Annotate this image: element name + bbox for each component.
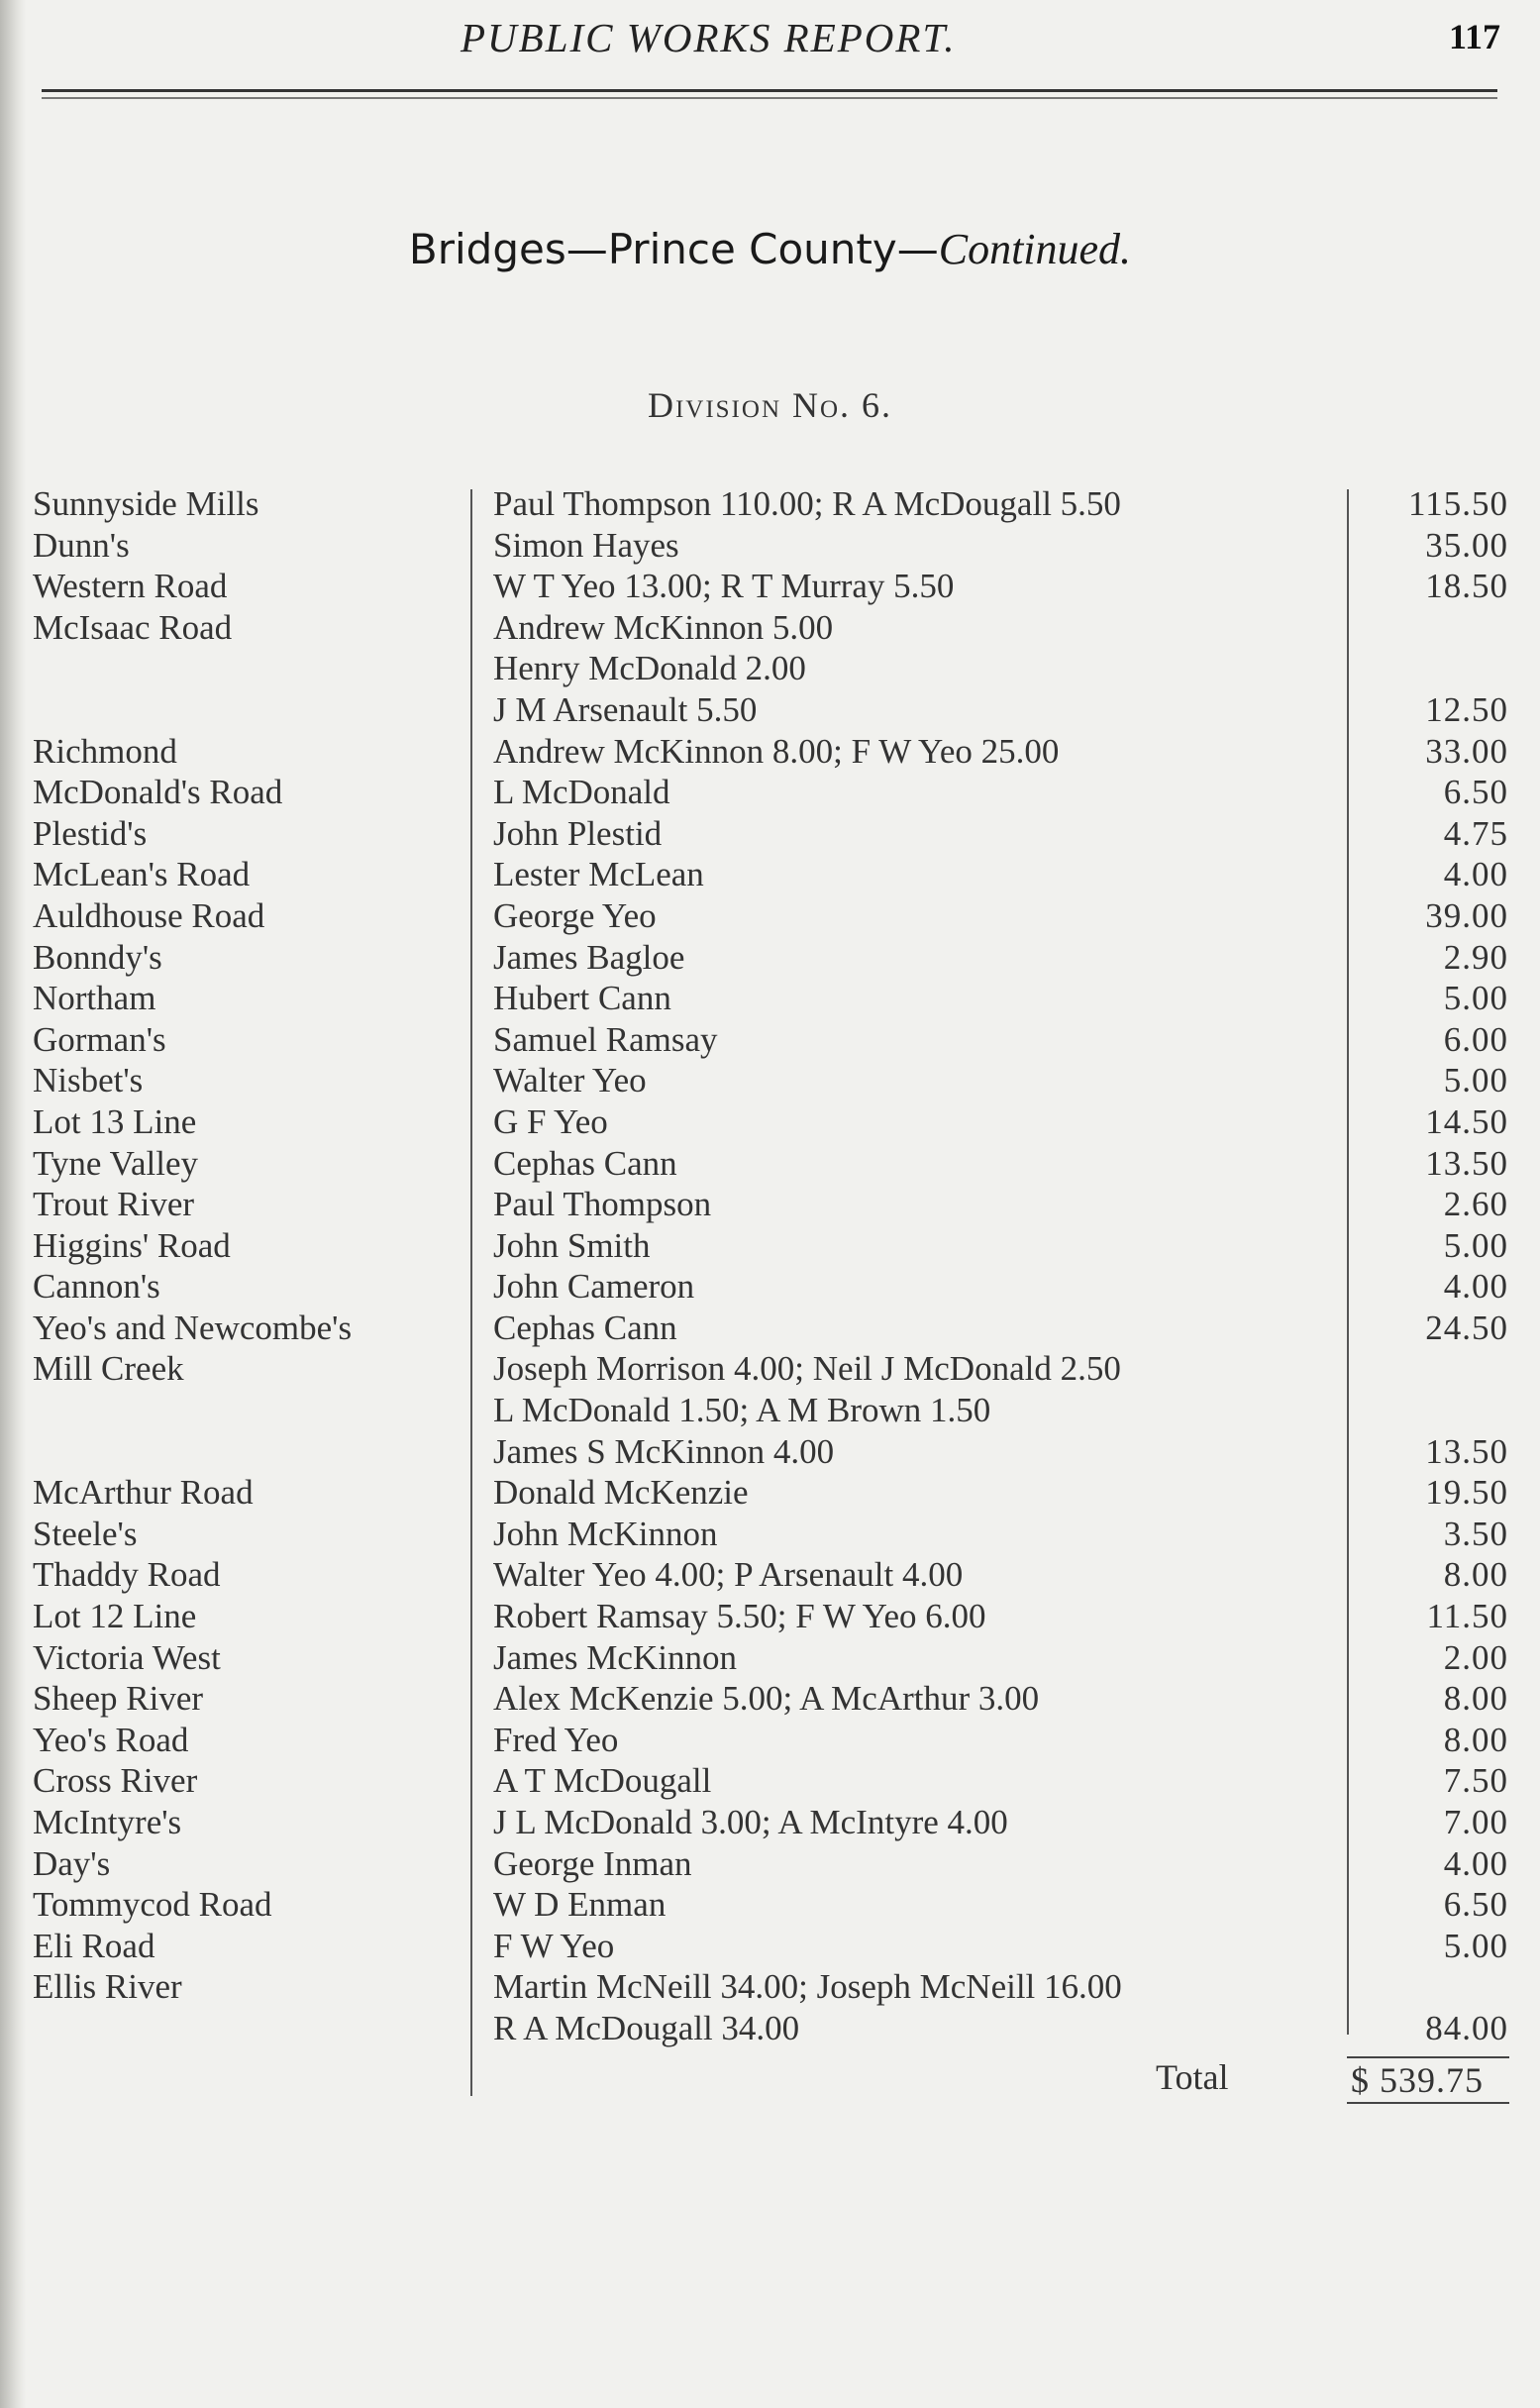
table-row xyxy=(33,1348,1508,1390)
amount-cell: 4.00 xyxy=(1443,855,1508,894)
place-cell: Ellis River xyxy=(33,1967,182,2007)
payee-cell: John Plestid xyxy=(493,813,663,853)
payee-cell: A T McDougall xyxy=(493,1761,712,1801)
amount-cell: 18.50 xyxy=(1425,567,1508,606)
amount-cell: 4.75 xyxy=(1443,813,1508,853)
place-cell: Lot 13 Line xyxy=(33,1101,197,1141)
table-row xyxy=(33,566,1508,607)
amount-cell: 2.90 xyxy=(1443,937,1508,977)
place-cell: Day's xyxy=(33,1843,111,1883)
place-cell: McLean's Road xyxy=(33,855,251,894)
payee-cell: G F Yeo xyxy=(493,1101,608,1141)
running-title: PUBLIC WORKS REPORT. xyxy=(461,15,957,60)
place-cell: Bonndy's xyxy=(33,937,162,977)
table-row xyxy=(33,2008,1508,2049)
amount-cell: 14.50 xyxy=(1425,1101,1508,1141)
payee-cell: John Smith xyxy=(493,1225,651,1265)
place-cell: Mill Creek xyxy=(33,1349,184,1389)
amount-cell: 13.50 xyxy=(1425,1143,1508,1183)
amount-cell: 7.00 xyxy=(1443,1803,1508,1841)
table-row xyxy=(33,1184,1508,1225)
place-cell: McIsaac Road xyxy=(33,607,233,647)
place-cell: McArthur Road xyxy=(33,1473,254,1513)
place-cell: McDonald's Road xyxy=(33,773,283,812)
table-row xyxy=(33,648,1508,689)
place-cell: McIntyre's xyxy=(33,1803,182,1841)
table-row xyxy=(33,1143,1508,1185)
ledger-table xyxy=(33,483,1508,2049)
place-cell: Cross River xyxy=(33,1761,198,1801)
table-row xyxy=(33,731,1508,773)
place-cell: Sheep River xyxy=(33,1679,204,1719)
payee-cell: J L McDonald 3.00; A McIntyre 4.00 xyxy=(493,1803,1008,1841)
place-cell: Richmond xyxy=(33,731,177,771)
table-row xyxy=(33,1225,1508,1267)
payee-cell: Andrew McKinnon 8.00; F W Yeo 25.00 xyxy=(493,731,1060,771)
table-row xyxy=(33,1554,1508,1596)
table-row xyxy=(33,813,1508,855)
payee-cell: George Yeo xyxy=(493,895,657,935)
table-row xyxy=(33,1101,1508,1143)
place-cell: Steele's xyxy=(33,1514,138,1553)
amount-cell: 5.00 xyxy=(1443,1926,1508,1965)
place-cell: Northam xyxy=(33,979,156,1018)
amount-cell: 6.00 xyxy=(1443,1019,1508,1059)
amount-cell: 5.00 xyxy=(1443,1225,1508,1265)
section-title xyxy=(0,224,1540,274)
payee-cell: Paul Thompson 110.00; R A McDougall 5.50 xyxy=(493,484,1121,523)
table-row xyxy=(33,1802,1508,1843)
place-cell: Tyne Valley xyxy=(33,1143,199,1183)
total-row xyxy=(0,2056,1540,2106)
amount-cell: 6.50 xyxy=(1443,1885,1508,1925)
place-cell: Cannon's xyxy=(33,1267,160,1307)
place-cell: Gorman's xyxy=(33,1019,166,1059)
amount-cell: 39.00 xyxy=(1425,895,1508,935)
running-head xyxy=(0,14,1540,73)
payee-cell: Walter Yeo xyxy=(493,1061,647,1100)
place-cell: Western Road xyxy=(33,567,228,606)
payee-cell: Fred Yeo xyxy=(493,1720,619,1759)
table-row xyxy=(33,525,1508,567)
section-title-continued: Continued. xyxy=(938,225,1132,273)
table-row xyxy=(33,1926,1508,1967)
place-cell: Eli Road xyxy=(33,1926,155,1965)
table-row xyxy=(33,1720,1508,1761)
amount-cell: 5.00 xyxy=(1443,979,1508,1018)
amount-cell: 7.50 xyxy=(1443,1761,1508,1801)
table-row xyxy=(33,1637,1508,1679)
amount-cell: 4.00 xyxy=(1443,1843,1508,1883)
payee-cell: Cephas Cann xyxy=(493,1308,677,1347)
table-row xyxy=(33,1472,1508,1514)
payee-cell: F W Yeo xyxy=(493,1926,615,1965)
place-cell: Thaddy Road xyxy=(33,1555,221,1595)
table-row xyxy=(33,1884,1508,1926)
place-cell: Victoria West xyxy=(33,1637,221,1677)
place-cell: Tommycod Road xyxy=(33,1885,272,1925)
amount-cell: 5.00 xyxy=(1443,1061,1508,1100)
amount-cell: 24.50 xyxy=(1425,1308,1508,1347)
payee-cell: Cephas Cann xyxy=(493,1143,677,1183)
amount-cell: 4.00 xyxy=(1443,1267,1508,1307)
amount-cell: 2.00 xyxy=(1443,1637,1508,1677)
amount-cell: 12.50 xyxy=(1425,689,1508,729)
payee-cell: Martin McNeill 34.00; Joseph McNeill 16.00 xyxy=(493,1967,1122,2007)
place-cell: Higgins' Road xyxy=(33,1225,231,1265)
page-edge-shadow xyxy=(0,0,26,2408)
header-rule xyxy=(42,89,1497,92)
division-heading: Division No. 6. xyxy=(647,385,893,425)
table-row xyxy=(33,895,1508,937)
payee-cell: Lester McLean xyxy=(493,855,704,894)
table-row xyxy=(33,937,1508,979)
payee-cell: James McKinnon xyxy=(493,1637,737,1677)
table-row xyxy=(33,483,1508,525)
amount-cell: 115.50 xyxy=(1408,484,1508,523)
table-row xyxy=(33,772,1508,813)
place-cell: Yeo's Road xyxy=(33,1720,189,1759)
total-label: Total xyxy=(1156,2057,1229,2097)
payee-cell: Alex McKenzie 5.00; A McArthur 3.00 xyxy=(493,1679,1040,1719)
payee-cell: Hubert Cann xyxy=(493,979,671,1018)
table-row xyxy=(33,1390,1508,1431)
payee-cell: Joseph Morrison 4.00; Neil J McDonald 2.50 xyxy=(493,1349,1121,1389)
payee-cell: Henry McDonald 2.00 xyxy=(493,649,806,688)
table-row xyxy=(33,607,1508,649)
place-cell: Nisbet's xyxy=(33,1061,144,1100)
payee-cell: W D Enman xyxy=(493,1885,667,1925)
payee-cell: Donald McKenzie xyxy=(493,1473,749,1513)
payee-cell: W T Yeo 13.00; R T Murray 5.50 xyxy=(493,567,955,606)
place-cell: Trout River xyxy=(33,1185,195,1224)
payee-cell: Simon Hayes xyxy=(493,525,679,565)
payee-cell: Samuel Ramsay xyxy=(493,1019,718,1059)
payee-cell: R A McDougall 34.00 xyxy=(493,2008,800,2047)
table-row xyxy=(33,1060,1508,1101)
place-cell: Auldhouse Road xyxy=(33,895,265,935)
table-row xyxy=(33,1019,1508,1061)
amount-cell: 2.60 xyxy=(1443,1185,1508,1224)
payee-cell: James Bagloe xyxy=(493,937,685,977)
payee-cell: John McKinnon xyxy=(493,1514,718,1553)
table-row xyxy=(33,854,1508,895)
amount-cell: 84.00 xyxy=(1425,2008,1508,2047)
payee-cell: George Inman xyxy=(493,1843,692,1883)
payee-cell: Walter Yeo 4.00; P Arsenault 4.00 xyxy=(493,1555,964,1595)
amount-cell: 8.00 xyxy=(1443,1720,1508,1759)
table-row xyxy=(33,689,1508,731)
table-row xyxy=(33,1843,1508,1885)
table-row xyxy=(33,1308,1508,1349)
place-cell: Yeo's and Newcombe's xyxy=(33,1308,353,1347)
amount-cell: 8.00 xyxy=(1443,1555,1508,1595)
place-cell: Plestid's xyxy=(33,813,148,853)
payee-cell: Paul Thompson xyxy=(493,1185,712,1224)
payee-cell: Andrew McKinnon 5.00 xyxy=(493,607,834,647)
section-title-main: Bridges—Prince County— xyxy=(408,225,939,273)
table-row xyxy=(33,1514,1508,1555)
table-row xyxy=(33,978,1508,1019)
payee-cell: L McDonald 1.50; A M Brown 1.50 xyxy=(493,1391,991,1430)
amount-cell: 19.50 xyxy=(1425,1473,1508,1513)
payee-cell: L McDonald xyxy=(493,773,670,812)
page-number: 117 xyxy=(1449,17,1501,56)
amount-cell: 33.00 xyxy=(1425,731,1508,771)
header-rule-secondary xyxy=(42,97,1497,99)
amount-cell: 3.50 xyxy=(1443,1514,1508,1553)
table-row xyxy=(33,1266,1508,1308)
table-row xyxy=(33,1966,1508,2008)
total-amount: $ 539.75 xyxy=(1347,2056,1509,2104)
amount-cell: 11.50 xyxy=(1426,1597,1508,1636)
place-cell: Lot 12 Line xyxy=(33,1597,197,1636)
table-row xyxy=(33,1760,1508,1802)
payee-cell: Robert Ramsay 5.50; F W Yeo 6.00 xyxy=(493,1597,986,1636)
payee-cell: John Cameron xyxy=(493,1267,695,1307)
payee-cell: James S McKinnon 4.00 xyxy=(493,1431,835,1471)
amount-cell: 13.50 xyxy=(1425,1431,1508,1471)
payee-cell: J M Arsenault 5.50 xyxy=(493,689,758,729)
amount-cell: 35.00 xyxy=(1425,525,1508,565)
place-cell: Sunnyside Mills xyxy=(33,484,259,523)
amount-cell: 6.50 xyxy=(1443,773,1508,812)
table-row xyxy=(33,1431,1508,1473)
table-row xyxy=(33,1678,1508,1720)
table-row xyxy=(33,1596,1508,1637)
amount-cell: 8.00 xyxy=(1443,1679,1508,1719)
place-cell: Dunn's xyxy=(33,525,130,565)
